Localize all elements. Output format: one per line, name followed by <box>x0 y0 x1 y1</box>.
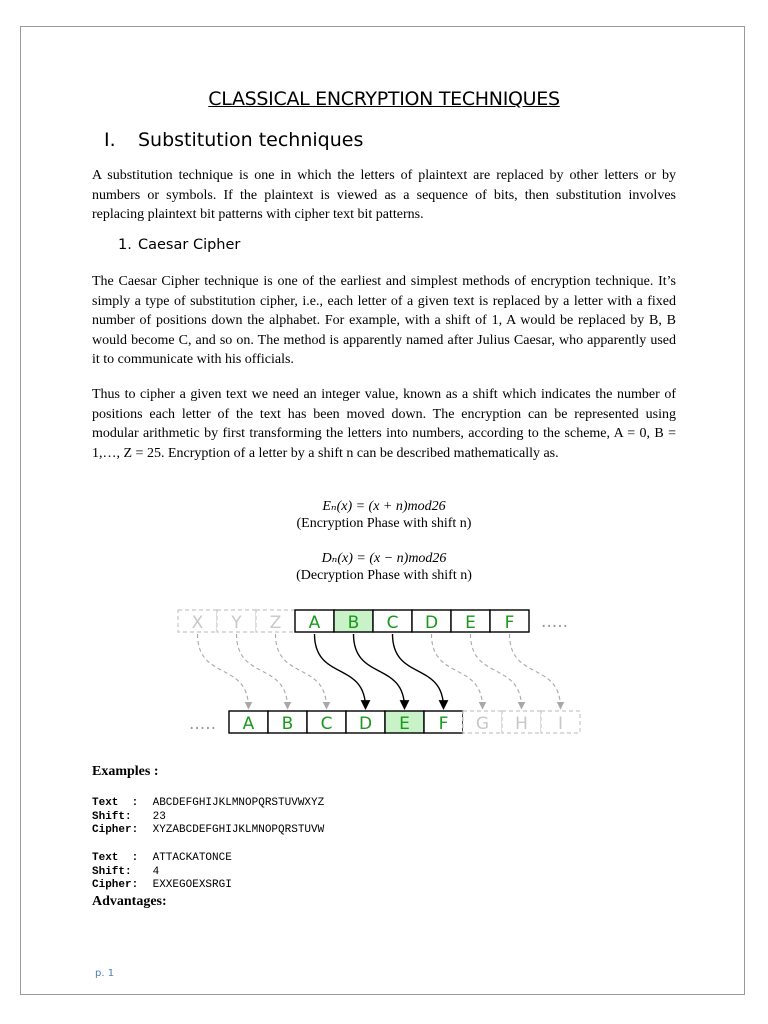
example-1-cipher-label: Cipher: <box>92 824 139 836</box>
example-1-shift-row <box>92 811 324 825</box>
bottom-faded-cell-i <box>541 711 580 734</box>
bottom-cell-b-letter: B <box>281 714 294 734</box>
section-number: I. <box>104 129 116 151</box>
shift-arrow-3 <box>276 634 327 708</box>
top-cell-c-letter: C <box>386 613 399 633</box>
shift-arrow-7 <box>432 634 483 708</box>
encryption-formula-label: (Encryption Phase with shift n) <box>296 516 472 531</box>
example-1-cipher-value: XYZABCDEFGHIJKLMNOPQRSTUVW <box>152 824 325 836</box>
example-2-shift-label: Shift: <box>92 865 132 878</box>
intro-paragraph: A substitution technique is one in which the letters of plaintext are replaced by other letters or by numbers or symbols. If the plaintext is viewed as a sequence of bits, then substitution involves replacing plaintext bit patterns with cipher text bit patterns. <box>92 168 676 222</box>
bottom-faded-cell-h <box>502 711 541 734</box>
example-2-cipher-value: EXXEGOEXSRGI <box>152 879 232 891</box>
top-cell-e-letter: E <box>465 613 476 633</box>
advantages-heading: Advantages: <box>92 894 167 909</box>
bottom-cell-e-letter: E <box>399 714 410 734</box>
bottom-cell-f-letter: F <box>438 714 449 734</box>
shift-arrow-4 <box>315 634 366 708</box>
top-cell-b <box>334 610 373 633</box>
example-1-cipher-row <box>92 824 324 838</box>
top-cell-c <box>373 610 412 633</box>
bottom-faded-cell-h-letter: H <box>515 714 528 734</box>
bottom-cell-d-letter: D <box>358 714 373 734</box>
example-2-shift-value: 4 <box>152 865 160 878</box>
top-faded-cell-x-letter: X <box>191 613 204 633</box>
section-title: Substitution techniques <box>138 129 364 151</box>
top-faded-cell-z-letter: Z <box>269 613 282 633</box>
shift-arrow-5 <box>354 634 405 708</box>
top-cell-a-letter: A <box>308 613 321 633</box>
example-2-cipher-label: Cipher: <box>92 879 139 891</box>
subsection-title: Caesar Cipher <box>138 237 241 253</box>
bottom-cell-a <box>229 711 268 734</box>
shift-arrow-6 <box>393 634 444 708</box>
shift-arrow-1 <box>198 634 249 708</box>
top-cell-e <box>451 610 490 633</box>
bottom-faded-cell-g <box>463 711 502 734</box>
example-1 <box>92 797 324 838</box>
top-faded-cell-y <box>217 610 256 633</box>
encryption-formula: Eₙ(x) = (x + n)mod26 <box>322 499 446 514</box>
document-title: CLASSICAL ENCRYPTION TECHNIQUES <box>208 88 560 110</box>
subsection-number: 1. <box>118 237 132 253</box>
example-2-text-row <box>92 852 232 866</box>
page-number: p. 1 <box>95 968 115 979</box>
top-cell-b-letter: B <box>347 613 360 633</box>
decryption-formula-label: (Decryption Phase with shift n) <box>296 568 472 583</box>
top-ellipsis: ..... <box>541 612 569 632</box>
top-faded-cell-x <box>178 610 217 633</box>
bottom-faded-cell-g-letter: G <box>475 714 490 734</box>
bottom-cell-d <box>346 711 385 734</box>
decryption-formula: Dₙ(x) = (x − n)mod26 <box>321 551 447 566</box>
example-2-text-label: Text : <box>92 852 139 864</box>
bottom-cell-e <box>385 711 424 734</box>
example-1-shift-value: 23 <box>152 810 166 823</box>
bottom-cell-a-letter: A <box>242 714 255 734</box>
example-1-text-value: ABCDEFGHIJKLMNOPQRSTUVWXYZ <box>152 797 325 809</box>
bottom-cell-f <box>424 711 463 734</box>
shift-arrow-2 <box>237 634 288 708</box>
example-1-text-label: Text : <box>92 797 139 809</box>
top-cell-d <box>412 610 451 633</box>
examples-heading: Examples : <box>92 764 159 779</box>
example-2-text-value: ATTACKATONCE <box>152 852 232 864</box>
top-faded-cell-y-letter: Y <box>231 613 242 633</box>
example-1-shift-label: Shift: <box>92 810 132 823</box>
caesar-paragraph-1: The Caesar Cipher technique is one of the earliest and simplest methods of encryption technique. It’s simply a type of substitution cipher, i.e., each letter of a given text is replaced by a letter with a fixed number of positions down the alphabet. For example, with a shift of 1, A would be replaced by B, B would become C, and so on. The method is apparently named after Julius Caesar, who apparently used it to communicate with his officials. <box>92 274 676 367</box>
top-cell-f <box>490 610 529 633</box>
bottom-cell-c <box>307 711 346 734</box>
example-2-shift-row <box>92 866 232 880</box>
example-2-cipher-row <box>92 879 232 893</box>
shift-arrow-8 <box>471 634 522 708</box>
example-1-text-row <box>92 797 324 811</box>
top-cell-d-letter: D <box>424 613 439 633</box>
top-cell-a <box>295 610 334 633</box>
shift-arrow-9 <box>510 634 561 708</box>
bottom-cell-b <box>268 711 307 734</box>
caesar-paragraph-2: Thus to cipher a given text we need an integer value, known as a shift which indicates the number of positions each letter of the text has been moved down. The encryption can be represented using modular arithmetic by first transforming the letters into numbers, according to the scheme, A = 0, B = 1,…, Z = 25. Encryption of a letter by a shift n can be described mathematically as. <box>92 387 676 461</box>
top-cell-f-letter: F <box>504 613 515 633</box>
bottom-faded-cell-i-letter: I <box>557 714 564 734</box>
example-2 <box>92 852 232 893</box>
bottom-cell-c-letter: C <box>320 714 333 734</box>
top-faded-cell-z <box>256 610 295 633</box>
bottom-ellipsis: ..... <box>189 714 217 734</box>
